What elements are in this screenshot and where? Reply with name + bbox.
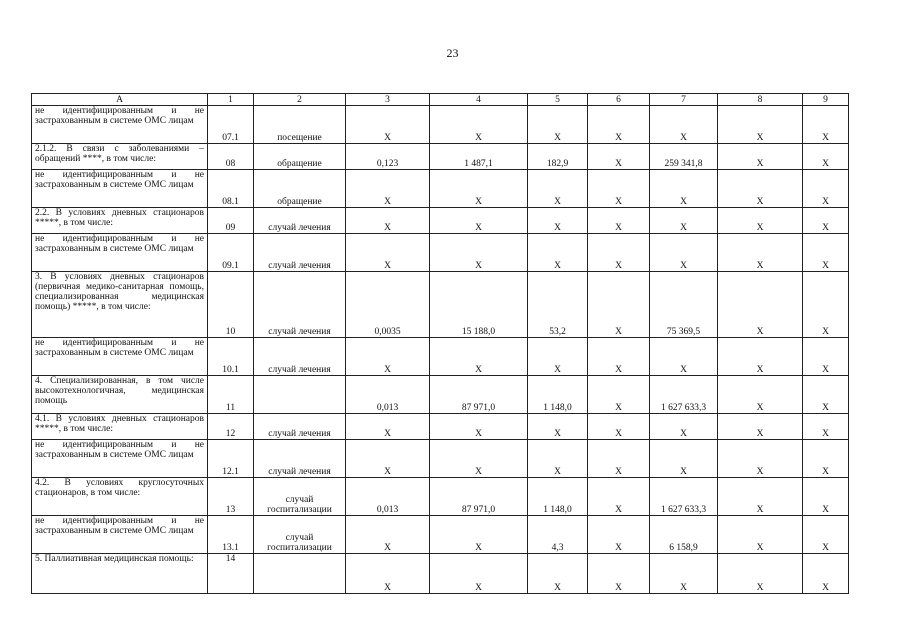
table-cell: Х — [803, 170, 849, 208]
table-cell: Х — [528, 554, 588, 594]
table-cell: случай лечения — [254, 208, 346, 234]
data-table — [31, 93, 849, 594]
table-cell: Х — [346, 170, 430, 208]
table-cell: Х — [803, 478, 849, 516]
table-cell: 15 188,0 — [430, 272, 528, 338]
table-cell: 08 — [208, 144, 254, 170]
table-cell: Х — [346, 106, 430, 144]
table-cell: Х — [718, 208, 803, 234]
table-cell: Х — [588, 144, 650, 170]
table-cell: 182,9 — [528, 144, 588, 170]
table-cell: Х — [528, 106, 588, 144]
table-cell: Х — [650, 414, 718, 440]
table-cell: 12 — [208, 414, 254, 440]
table-row — [32, 234, 849, 272]
table-cell: Х — [650, 170, 718, 208]
table-cell: 6 158,9 — [650, 516, 718, 554]
table-cell: Х — [430, 234, 528, 272]
table-cell: Х — [588, 376, 650, 414]
row-label-cell: не идентифицированным и не застрахованным в системе ОМС лицам — [32, 338, 208, 376]
table-cell: Х — [346, 338, 430, 376]
table-cell: Х — [528, 338, 588, 376]
row-label-cell: 5. Паллиативная медицинская помощь: — [32, 554, 208, 594]
table-cell: Х — [430, 554, 528, 594]
table-cell: 0,123 — [346, 144, 430, 170]
table-cell: Х — [718, 272, 803, 338]
table-cell: Х — [718, 144, 803, 170]
table-cell: Х — [588, 208, 650, 234]
table-cell: Х — [430, 170, 528, 208]
table-cell: 10.1 — [208, 338, 254, 376]
table-cell: Х — [430, 440, 528, 478]
table-cell: Х — [718, 554, 803, 594]
table-cell: 87 971,0 — [430, 478, 528, 516]
table-cell: 87 971,0 — [430, 376, 528, 414]
table-cell: 0,013 — [346, 376, 430, 414]
table-cell: Х — [588, 516, 650, 554]
table-row — [32, 478, 849, 516]
table-cell: Х — [803, 516, 849, 554]
table-cell: Х — [718, 234, 803, 272]
table-cell: Х — [718, 440, 803, 478]
table-cell: Х — [430, 414, 528, 440]
table-cell: Х — [650, 554, 718, 594]
table-cell: случай лечения — [254, 414, 346, 440]
table-cell: Х — [803, 440, 849, 478]
table-cell: Х — [588, 234, 650, 272]
table-cell: обращение — [254, 144, 346, 170]
table-cell: Х — [803, 338, 849, 376]
table-cell: 14 — [208, 554, 254, 594]
table-cell: Х — [650, 208, 718, 234]
table-cell: 12.1 — [208, 440, 254, 478]
table-row — [32, 414, 849, 440]
table-cell: Х — [803, 208, 849, 234]
row-label-cell: не идентифицированным и не застрахованным в системе ОМС лицам — [32, 170, 208, 208]
table-cell: 259 341,8 — [650, 144, 718, 170]
table-cell: 1 148,0 — [528, 478, 588, 516]
table-cell: Х — [588, 414, 650, 440]
table-cell: 1 627 633,3 — [650, 376, 718, 414]
table-cell: случай госпитализации — [254, 478, 346, 516]
column-header: 8 — [718, 94, 803, 106]
table-body — [32, 106, 849, 594]
column-header: 9 — [803, 94, 849, 106]
table-cell: Х — [588, 440, 650, 478]
row-label-cell: 3. В условиях дневных стационаров (первичная медико-санитарная помощь, специализированная медицинская помощь) *****, в том числе: — [32, 272, 208, 338]
table-row — [32, 440, 849, 478]
table-cell: 75 369,5 — [650, 272, 718, 338]
table-cell: Х — [803, 376, 849, 414]
table-cell: Х — [430, 208, 528, 234]
table-row — [32, 376, 849, 414]
table-row — [32, 272, 849, 338]
table-row — [32, 516, 849, 554]
table-cell: Х — [718, 376, 803, 414]
column-header: 7 — [650, 94, 718, 106]
row-label-cell: не идентифицированным и не застрахованным в системе ОМС лицам — [32, 516, 208, 554]
table-cell: 0,013 — [346, 478, 430, 516]
table-cell: Х — [346, 208, 430, 234]
column-header: 1 — [208, 94, 254, 106]
table-cell: Х — [430, 338, 528, 376]
column-header: 5 — [528, 94, 588, 106]
table-cell: Х — [718, 170, 803, 208]
table-cell: Х — [803, 272, 849, 338]
table-cell: 09 — [208, 208, 254, 234]
table-cell: Х — [650, 234, 718, 272]
table-cell: Х — [718, 478, 803, 516]
column-header: 6 — [588, 94, 650, 106]
table-cell: Х — [528, 208, 588, 234]
row-label-cell: не идентифицированным и не застрахованным в системе ОМС лицам — [32, 234, 208, 272]
table-cell: Х — [588, 106, 650, 144]
table-cell: Х — [650, 106, 718, 144]
row-label-cell: 4. Специализированная, в том числе высокотехнологичная, медицинская помощь — [32, 376, 208, 414]
table-cell: случай лечения — [254, 272, 346, 338]
table-cell: Х — [346, 234, 430, 272]
table-cell: Х — [650, 440, 718, 478]
table-cell: Х — [346, 516, 430, 554]
table-cell — [254, 376, 346, 414]
table-cell: 08.1 — [208, 170, 254, 208]
table-cell: Х — [718, 516, 803, 554]
table-cell: Х — [718, 414, 803, 440]
table-cell: Х — [528, 234, 588, 272]
table-cell: 13.1 — [208, 516, 254, 554]
row-label-cell: не идентифицированным и не застрахованным в системе ОМС лицам — [32, 106, 208, 144]
table-cell: Х — [718, 338, 803, 376]
row-label-cell: 4.2. В условиях круглосуточных стационаров, в том числе: — [32, 478, 208, 516]
table-cell: Х — [528, 170, 588, 208]
table-cell — [254, 554, 346, 594]
table-cell: Х — [588, 478, 650, 516]
table-cell: Х — [588, 272, 650, 338]
table-cell: 4,3 — [528, 516, 588, 554]
table-row — [32, 208, 849, 234]
row-label-cell: 2.1.2. В связи с заболеваниями – обращений ****, в том числе: — [32, 144, 208, 170]
table-cell: 1 627 633,3 — [650, 478, 718, 516]
table-cell: случай лечения — [254, 440, 346, 478]
table-cell: 1 487,1 — [430, 144, 528, 170]
table-cell: Х — [528, 440, 588, 478]
column-header: А — [32, 94, 208, 106]
page-number: 23 — [446, 46, 459, 60]
table-cell: Х — [430, 106, 528, 144]
table-cell: обращение — [254, 170, 346, 208]
table-cell: Х — [650, 338, 718, 376]
column-header: 2 — [254, 94, 346, 106]
table-cell: Х — [803, 554, 849, 594]
table-row — [32, 106, 849, 144]
row-label-cell: 4.1. В условиях дневных стационаров *****, в том числе: — [32, 414, 208, 440]
table-cell: случай лечения — [254, 338, 346, 376]
table-row — [32, 554, 849, 594]
table-cell: Х — [346, 554, 430, 594]
table-cell: случай госпитализации — [254, 516, 346, 554]
table-row — [32, 170, 849, 208]
table-cell: Х — [346, 414, 430, 440]
table-cell: Х — [803, 414, 849, 440]
table-cell: 07.1 — [208, 106, 254, 144]
table-cell: Х — [588, 338, 650, 376]
table-cell: 1 148,0 — [528, 376, 588, 414]
table-cell: 09.1 — [208, 234, 254, 272]
table-cell: 10 — [208, 272, 254, 338]
table-cell: Х — [430, 516, 528, 554]
row-label-cell: 2.2. В условиях дневных стационаров *****, в том числе: — [32, 208, 208, 234]
table-cell: Х — [803, 234, 849, 272]
table-cell: случай лечения — [254, 234, 346, 272]
table-cell: 53,2 — [528, 272, 588, 338]
table-cell: Х — [588, 170, 650, 208]
table-cell: Х — [803, 106, 849, 144]
table-cell: 11 — [208, 376, 254, 414]
table-row — [32, 144, 849, 170]
table-cell: 13 — [208, 478, 254, 516]
table-cell: Х — [803, 144, 849, 170]
column-header: 3 — [346, 94, 430, 106]
table-cell: посещение — [254, 106, 346, 144]
table-cell: 0,0035 — [346, 272, 430, 338]
table-cell: Х — [528, 414, 588, 440]
table-cell: Х — [346, 440, 430, 478]
table-cell: Х — [718, 106, 803, 144]
row-label-cell: не идентифицированным и не застрахованным в системе ОМС лицам — [32, 440, 208, 478]
table-row — [32, 338, 849, 376]
column-header: 4 — [430, 94, 528, 106]
table-cell: Х — [588, 554, 650, 594]
table-header — [32, 94, 849, 106]
